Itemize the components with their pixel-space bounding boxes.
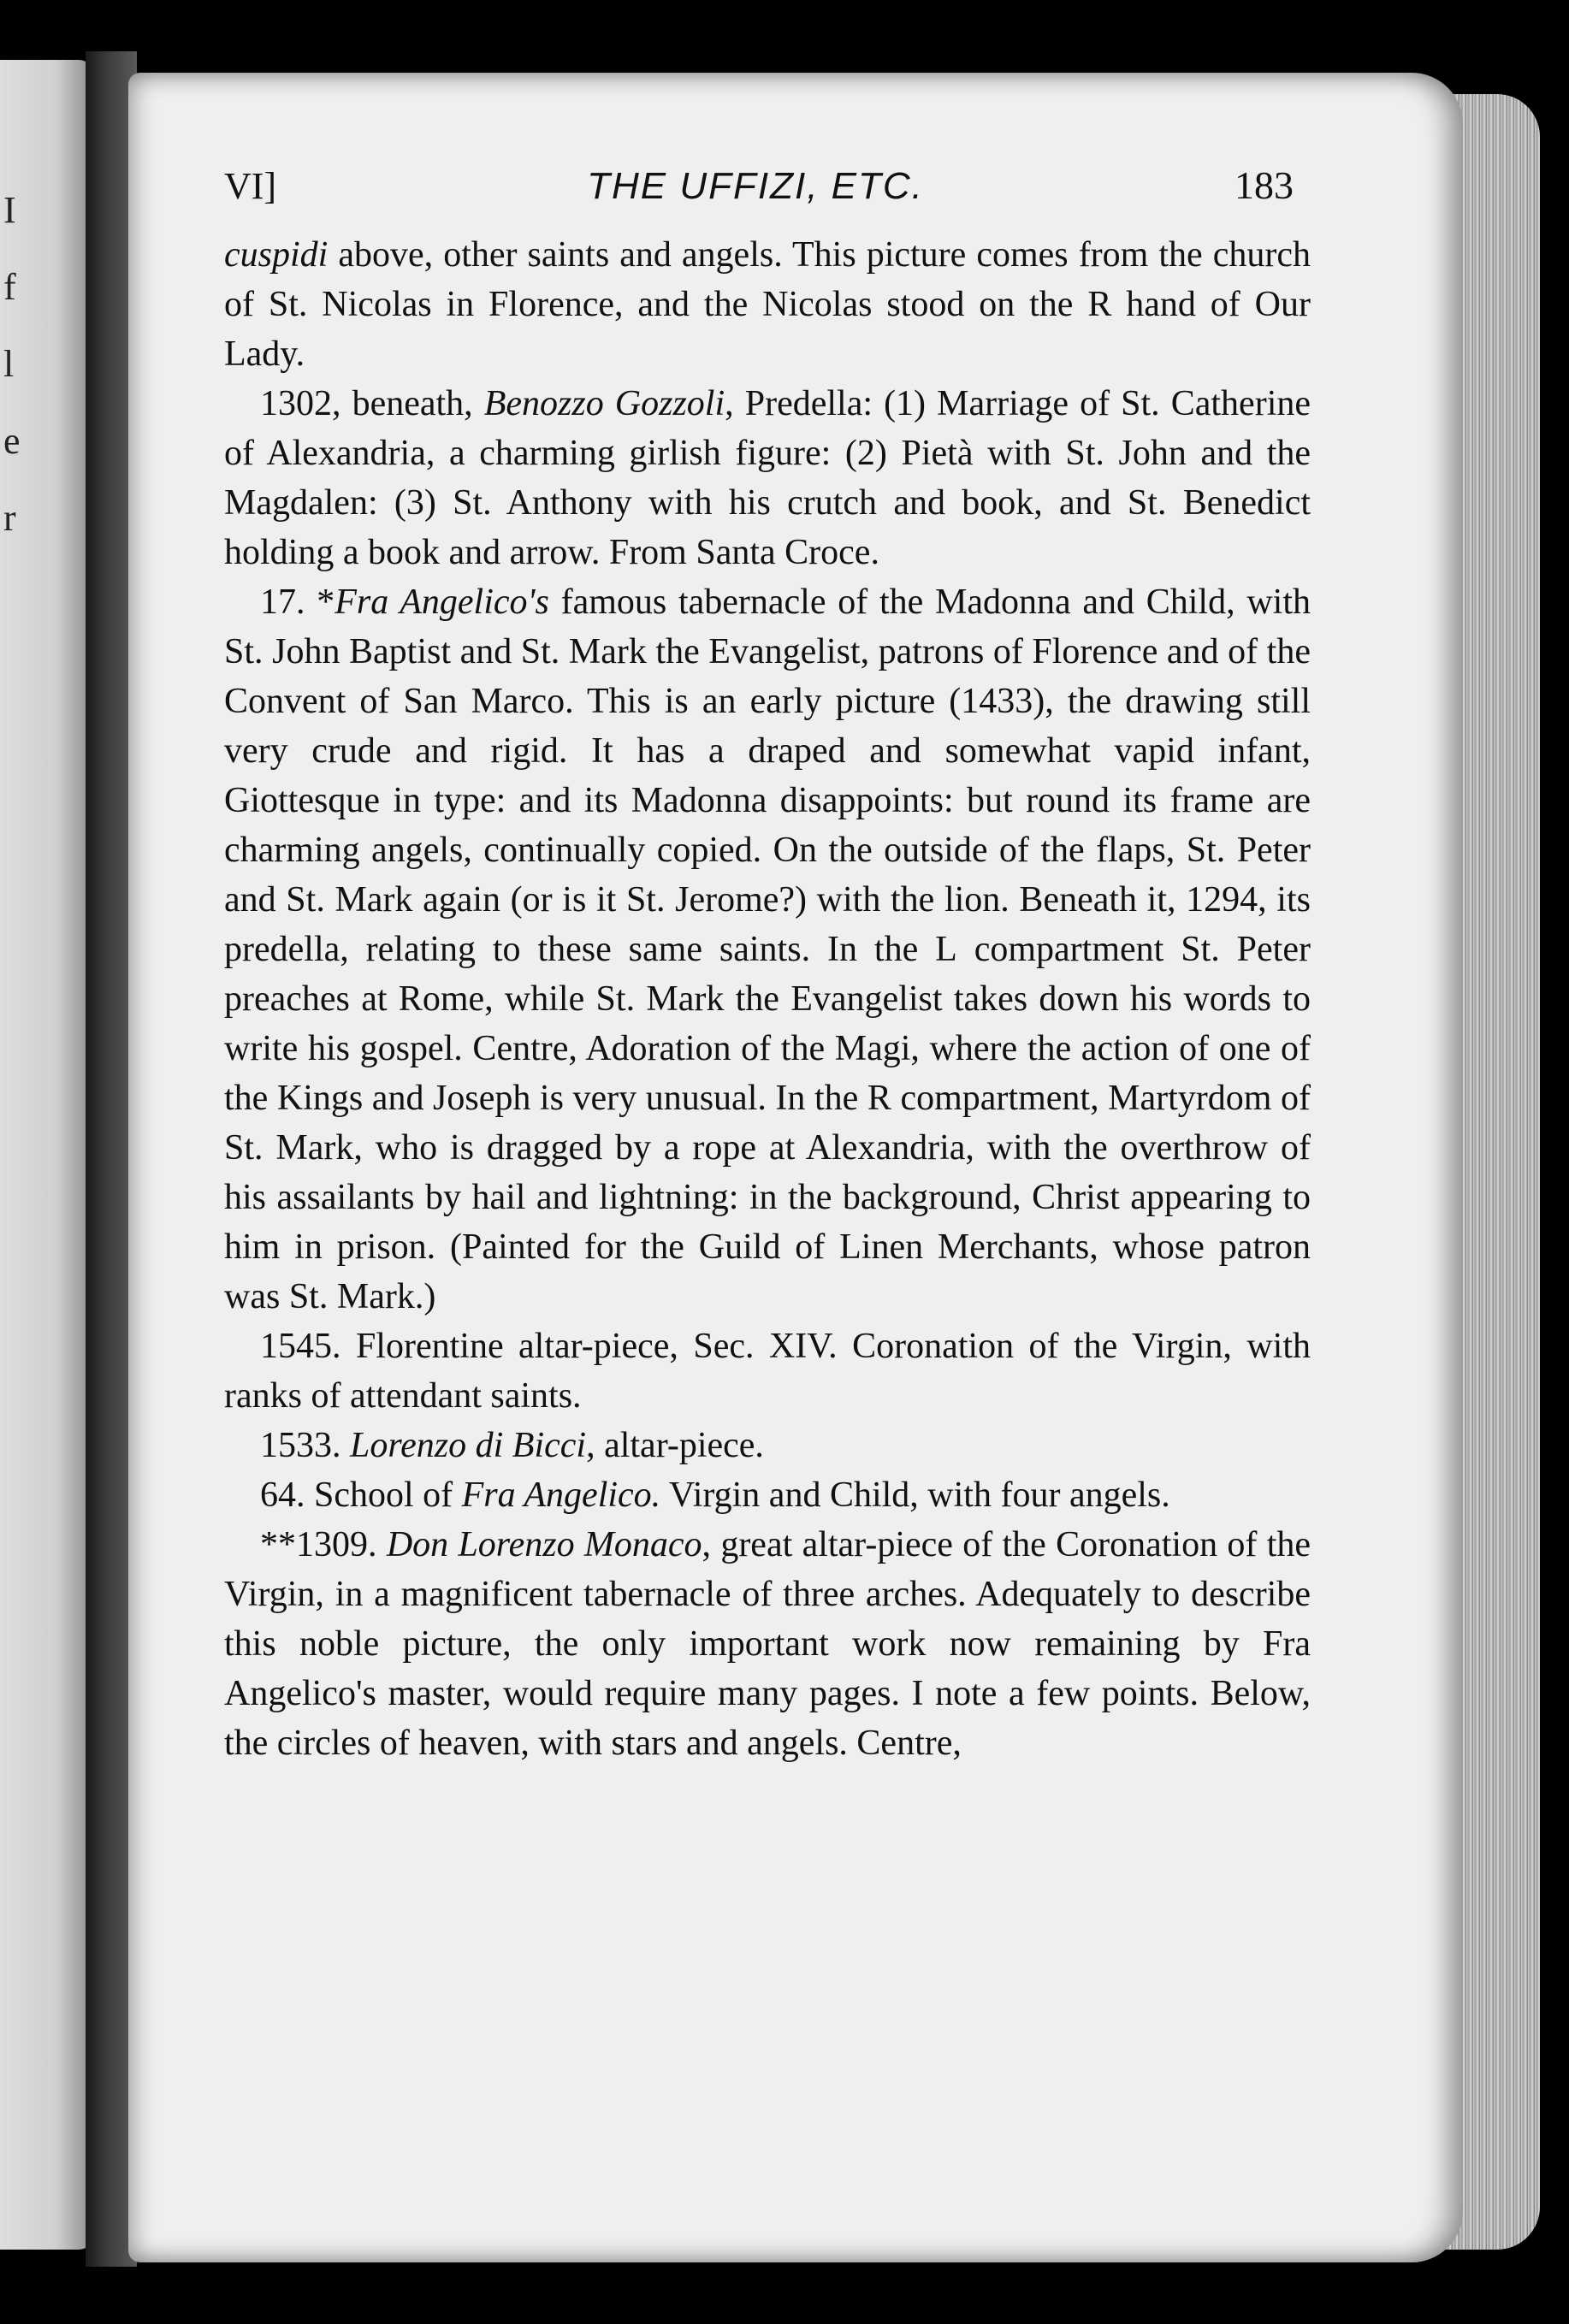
text-run: R (1087, 285, 1112, 324)
text-run: hand of Our Lady. (224, 285, 1311, 374)
facing-page-letter: r (3, 497, 16, 539)
text-run: , great altar-piece of the Coronation of the Virgin, in a magnificent tabernacle of three arches. Adequately to describe this noble picture, the only important work now remaining by Fra Angelico's master, would require many pages. I note a few points. Below, the circles of heaven, with stars and angels. Centre, (224, 1525, 1311, 1763)
text-run: Fra Angelico's (335, 582, 549, 622)
text-run: R (867, 1079, 891, 1118)
text-run: 17. * (260, 582, 335, 622)
text-run: above, other saints and angels. This picture comes from the church of St. Nicolas in Florence, and the Nicolas stood on the (224, 235, 1311, 324)
text-run: compartment, Martyrdom of St. Mark, who is dragged by a rope at Alexandria, with the overthrow of his assailants by hail and lightning: in the background, Christ appearing to him in prison. (Painted for the Guild of Linen Merchants, whose patron was St. Mark.) (224, 1079, 1311, 1316)
text-run: L (935, 930, 957, 969)
text-run: compartment St. Peter preaches at Rome, while St. Mark the Evangelist takes down his words to write his gospel. Centre, Adoration of the Magi, where the action of one of the Kings and Joseph is very unusual. In the (224, 930, 1311, 1118)
paragraph (224, 1322, 1311, 1421)
text-run: , altar-piece. (586, 1426, 764, 1465)
text-run: Fra Angelico. (461, 1475, 661, 1515)
text-run: 1533. (260, 1426, 350, 1465)
text-run: cuspidi (224, 235, 329, 275)
facing-page-letter: f (3, 266, 16, 308)
running-head (224, 163, 1311, 208)
text-run: 64. School of (260, 1475, 462, 1515)
text-run: , Predella: (1) Marriage of St. Catherine of Alexandria, a charming girlish figure: (2) Pietà with St. John and the Magdalen: (3) St. Anthony with his crutch and book, and St. Benedict holding a book and arrow. From Santa Croce. (224, 384, 1311, 572)
facing-page-letter: I (3, 189, 16, 231)
text-run: Lorenzo di Bicci (350, 1426, 587, 1465)
facing-page-letter: e (3, 420, 21, 462)
page-number: 183 (1234, 163, 1294, 207)
paragraph (224, 1520, 1311, 1768)
text-run: **1309. (260, 1525, 387, 1564)
section-number: VI] (224, 165, 277, 207)
text-run: 1545. Florentine altar-piece, Sec. XIV. Coronation of the Virgin, with ranks of attendant saints. (224, 1327, 1311, 1416)
facing-page-letter: l (3, 343, 15, 385)
running-title: THE UFFIZI, ETC. (587, 165, 924, 207)
paragraph (224, 577, 1311, 1322)
text-run: Virgin and Child, with four angels. (660, 1475, 1170, 1515)
text-run: Benozzo Gozzoli (483, 384, 725, 423)
paragraph (224, 379, 1311, 577)
paragraph (224, 1421, 1311, 1470)
paragraph (224, 1470, 1311, 1520)
body-text (224, 230, 1311, 1768)
text-run: 1302, beneath, (260, 384, 484, 423)
text-run: famous tabernacle of the Madonna and Child, with St. John Baptist and St. Mark the Evangelist, patrons of Florence and of the Convent of San Marco. This is an early picture (1433), the drawing still very crude and rigid. It has a draped and somewhat vapid infant, Giottesque in type: and its Madonna disappoints: but round its frame are charming angels, continually copied. On the outside of the flaps, St. Peter and St. Mark again (or is it St. Jerome?) with the lion. Beneath it, 1294, its predella, relating to these same saints. In the (224, 582, 1311, 969)
facing-page-edge (0, 60, 94, 2250)
page-text (224, 163, 1311, 1768)
paragraph (224, 230, 1311, 379)
text-run: Don Lorenzo Monaco (386, 1525, 702, 1564)
